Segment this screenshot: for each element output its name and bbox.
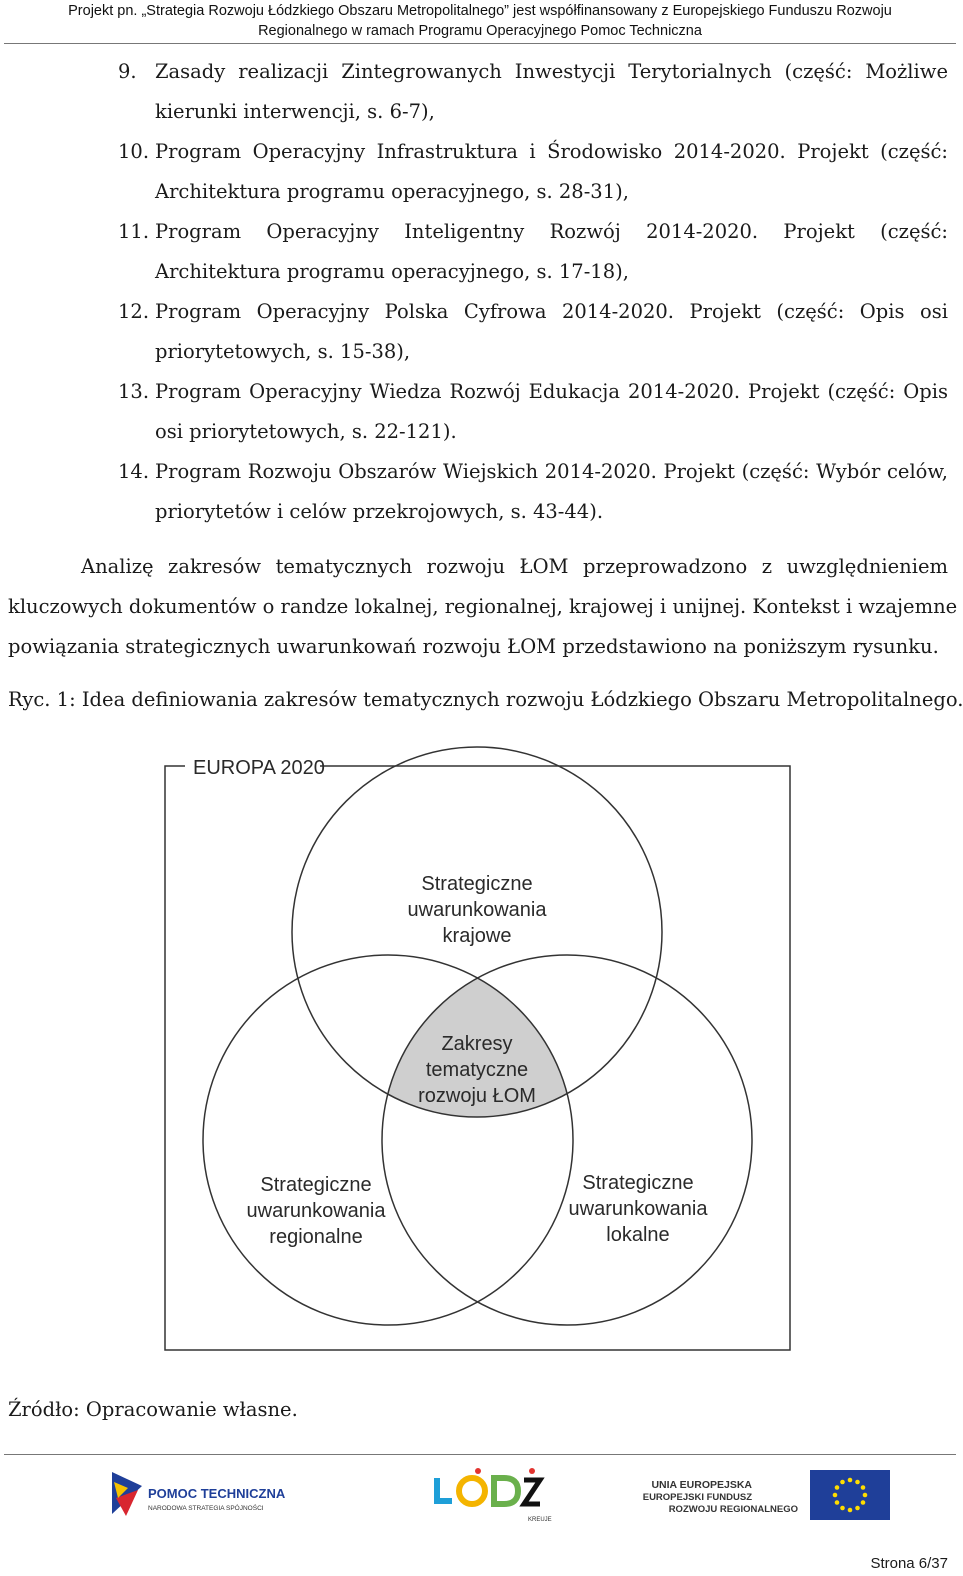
paragraph-line: Analizę zakresów tematycznych rozwoju ŁOM przeprowadzono z uwzględnieniem [81,555,948,578]
national-label-line: krajowe [442,925,512,947]
footer-divider [4,1454,956,1455]
pomoc-techniczna-logo [108,1468,286,1520]
list-item-number: 10. [118,140,150,163]
eu-flag-icon [810,1470,890,1520]
list-item-text-continued: priorytetów i celów przekrojowych, s. 43-44). [155,500,604,523]
local-label-line: uwarunkowania [568,1198,708,1220]
list-item-number: 13. [118,380,150,403]
list-item-text-continued: osi priorytetowych, s. 22-121). [155,420,457,443]
national-label-line: uwarunkowania [407,899,547,921]
frame-label: EUROPA 2020 [193,757,325,779]
local-label-line: lokalne [606,1224,670,1246]
logo-title: POMOC TECHNICZNA [148,1486,286,1501]
intersection-label-line: rozwoju ŁOM [418,1085,536,1107]
regional-label-line: uwarunkowania [246,1200,386,1222]
paragraph-line: powiązania strategicznych uwarunkowań rozwoju ŁOM przedstawiono na poniższym rysunku. [8,635,939,658]
list-item-text: Program Operacyjny Polska Cyfrowa 2014-2020. Projekt (część: Opis osi [155,300,948,323]
regional-label-line: regionalne [269,1226,363,1248]
paragraph-line: kluczowych dokumentów o randze lokalnej, regionalnej, krajowej i unijnej. Kontekst i wzajemne [8,595,958,618]
regional-label-line: Strategiczne [260,1174,372,1196]
list-item-number: 14. [118,460,150,483]
logo-label: KREUJE [528,1517,552,1523]
eu-star-icon [861,1485,866,1490]
eu-label-line: UNIA EUROPEJSKA [651,1479,752,1491]
list-item-text-continued: Architektura programu operacyjnego, s. 28-31), [155,180,629,203]
eu-star-icon [861,1500,866,1505]
eu-star-icon [848,1478,853,1483]
eu-star-icon [833,1493,838,1498]
logo-subtitle: NARODOWA STRATEGIA SPÓJNOŚCI [148,1505,264,1512]
list-item-text: Program Operacyjny Inteligentny Rozwój 2014-2020. Projekt (część: [155,220,948,243]
lodz-kreuje-logo [432,1466,552,1524]
list-item-text: Program Operacyjny Infrastruktura i Środowisko 2014-2020. Projekt (część: [155,140,948,163]
eu-star-icon [855,1480,860,1485]
list-item-number: 9. [118,60,137,83]
national-label-line: Strategiczne [421,873,533,895]
list-item-number: 12. [118,300,150,323]
list-item-text-continued: priorytetowych, s. 15-38), [155,340,411,363]
intersection-area [382,955,752,1325]
list-item-text-continued: kierunki interwencji, s. 6-7), [155,100,435,123]
local-label-line: Strategiczne [582,1172,694,1194]
list-item-text: Program Operacyjny Wiedza Rozwój Edukacja 2014-2020. Projekt (część: Opis [155,380,948,403]
eu-erdf-logo [642,1468,900,1522]
eu-star-icon [848,1508,853,1513]
list-item-text-continued: Architektura programu operacyjnego, s. 17-18), [155,260,629,283]
intersection-clip [382,955,752,1325]
header-line-1: Projekt pn. „Strategia Rozwoju Łódzkiego Obszaru Metropolitalnego” jest współfinansowany z Europejskiego Funduszu Rozwoju [68,3,892,19]
eu-star-icon [855,1506,860,1511]
list-item-text: Program Rozwoju Obszarów Wiejskich 2014-2020. Projekt (część: Wybór celów, [155,460,948,483]
eu-star-icon [840,1506,845,1511]
eu-label-line: ROZWOJU REGIONALNEGO [668,1504,798,1515]
eu-star-icon [863,1493,868,1498]
eu-label-line: EUROPEJSKI FUNDUSZ [642,1492,752,1503]
figure-caption: Ryc. 1: Idea definiowania zakresów tematycznych rozwoju Łódzkiego Obszaru Metropolitalnego. [8,688,963,711]
page-number: Strona 6/37 [870,1555,948,1572]
list-item-text: Zasady realizacji Zintegrowanych Inwestycji Terytorialnych (część: Możliwe [155,60,948,83]
intersection-label-line: Zakresy [441,1033,513,1055]
header-line-2: Regionalnego w ramach Programu Operacyjnego Pomoc Techniczna [258,23,702,39]
eu-star-icon [835,1485,840,1490]
list-item-number: 11. [118,220,150,243]
figure-source: Źródło: Opracowanie własne. [8,1398,298,1421]
intersection-label-line: tematyczne [425,1059,529,1081]
eu-star-icon [840,1480,845,1485]
eu-star-icon [835,1500,840,1505]
